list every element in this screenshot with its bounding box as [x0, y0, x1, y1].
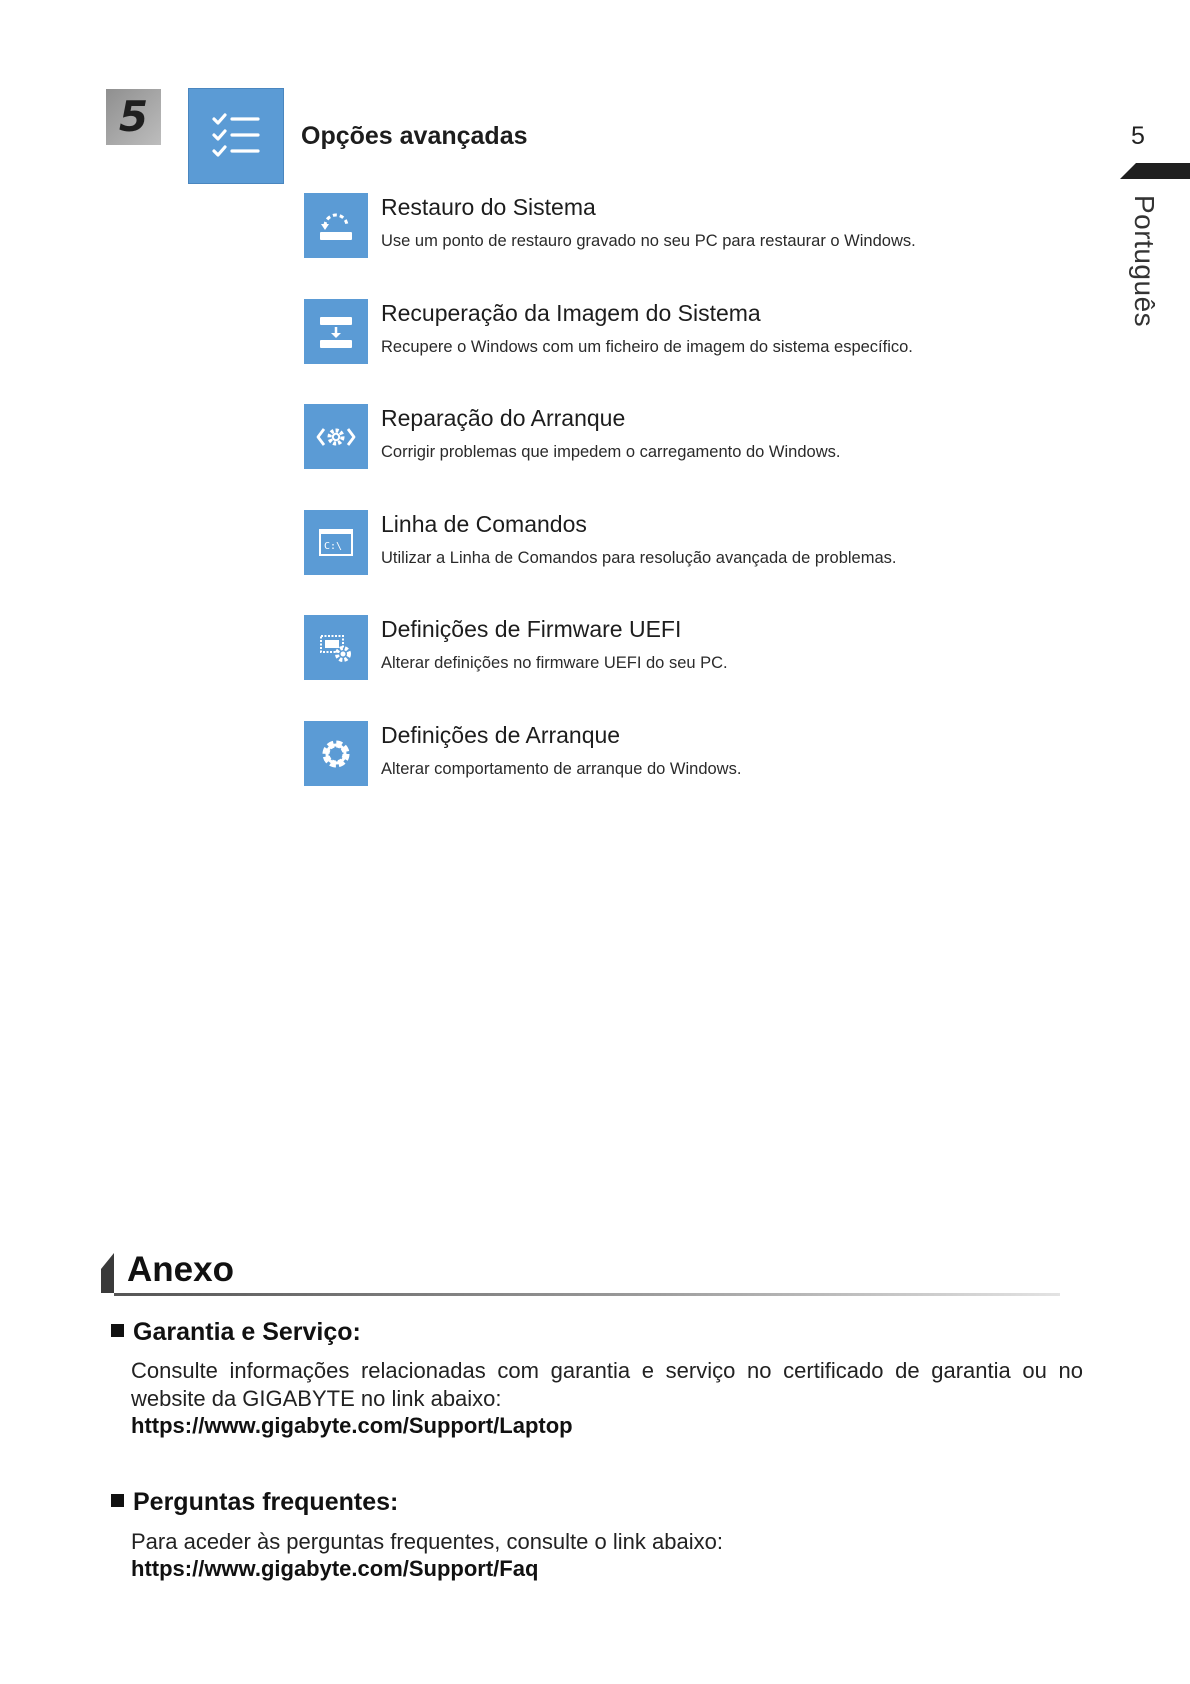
page-title: Opções avançadas — [301, 122, 528, 150]
option-tile — [304, 299, 368, 364]
advanced-options-tile — [188, 88, 284, 184]
option-title: Recuperação da Imagem do Sistema — [381, 300, 761, 326]
option-title: Restauro do Sistema — [381, 194, 596, 220]
option-uefi-firmware-settings[interactable] — [304, 615, 1124, 681]
option-title: Definições de Arranque — [381, 722, 621, 748]
system-image-recovery-icon — [316, 312, 356, 352]
option-description: Alterar definições no firmware UEFI do seu PC. — [381, 654, 728, 672]
command-prompt-icon-text: C:\ — [324, 540, 343, 552]
option-system-restore[interactable] — [304, 193, 1124, 259]
option-description: Utilizar a Linha de Comandos para resolução avançada de problemas. — [381, 549, 897, 567]
option-startup-repair[interactable] — [304, 404, 1124, 470]
bullet-square — [111, 1324, 124, 1337]
faq-text: Para aceder às perguntas frequentes, consulte o link abaixo: — [131, 1529, 723, 1554]
warranty-heading — [111, 1318, 361, 1347]
option-title: Reparação do Arranque — [381, 405, 626, 431]
option-title: Linha de Comandos — [381, 511, 587, 537]
option-tile — [304, 721, 368, 786]
faq-link[interactable]: https://www.gigabyte.com/Support/Faq — [131, 1556, 539, 1581]
option-command-prompt[interactable] — [304, 510, 1124, 576]
appendix-divider — [114, 1293, 1060, 1296]
option-title: Definições de Firmware UEFI — [381, 616, 682, 642]
bullet-square — [111, 1494, 124, 1507]
gear-icon — [316, 734, 356, 774]
option-startup-settings[interactable] — [304, 721, 1124, 787]
option-tile — [304, 510, 368, 575]
checklist-icon — [210, 110, 262, 162]
language-tab-label: Português — [1129, 195, 1160, 328]
option-tile — [304, 615, 368, 680]
startup-repair-icon — [315, 417, 357, 457]
step-number-badge: 5 — [106, 89, 161, 145]
option-description: Use um ponto de restauro gravado no seu PC para restaurar o Windows. — [381, 232, 916, 250]
option-description: Alterar comportamento de arranque do Windows. — [381, 760, 742, 778]
option-description: Recupere o Windows com um ficheiro de imagem do sistema específico. — [381, 338, 913, 356]
option-system-image-recovery[interactable] — [304, 299, 1124, 365]
option-tile — [304, 404, 368, 469]
warranty-heading-text: Garantia e Serviço: — [133, 1318, 361, 1346]
option-description: Corrigir problemas que impedem o carregamento do Windows. — [381, 443, 841, 461]
option-tile — [304, 193, 368, 258]
command-prompt-icon — [316, 523, 356, 563]
warranty-link[interactable]: https://www.gigabyte.com/Support/Laptop — [131, 1413, 573, 1438]
page-number: 5 — [1131, 122, 1145, 150]
appendix-title: Anexo — [127, 1250, 234, 1289]
warranty-text: Consulte informações relacionadas com garantia e serviço no certificado de garantia ou no website da GIGABYTE no link abaixo: — [131, 1358, 1083, 1411]
uefi-firmware-icon — [316, 628, 356, 668]
faq-heading — [111, 1488, 398, 1517]
appendix-header-marker — [101, 1253, 114, 1293]
faq-heading-text: Perguntas frequentes: — [133, 1488, 399, 1516]
language-tab-marker — [1120, 163, 1190, 179]
appendix-header — [101, 1250, 1061, 1300]
system-restore-icon — [316, 206, 356, 246]
